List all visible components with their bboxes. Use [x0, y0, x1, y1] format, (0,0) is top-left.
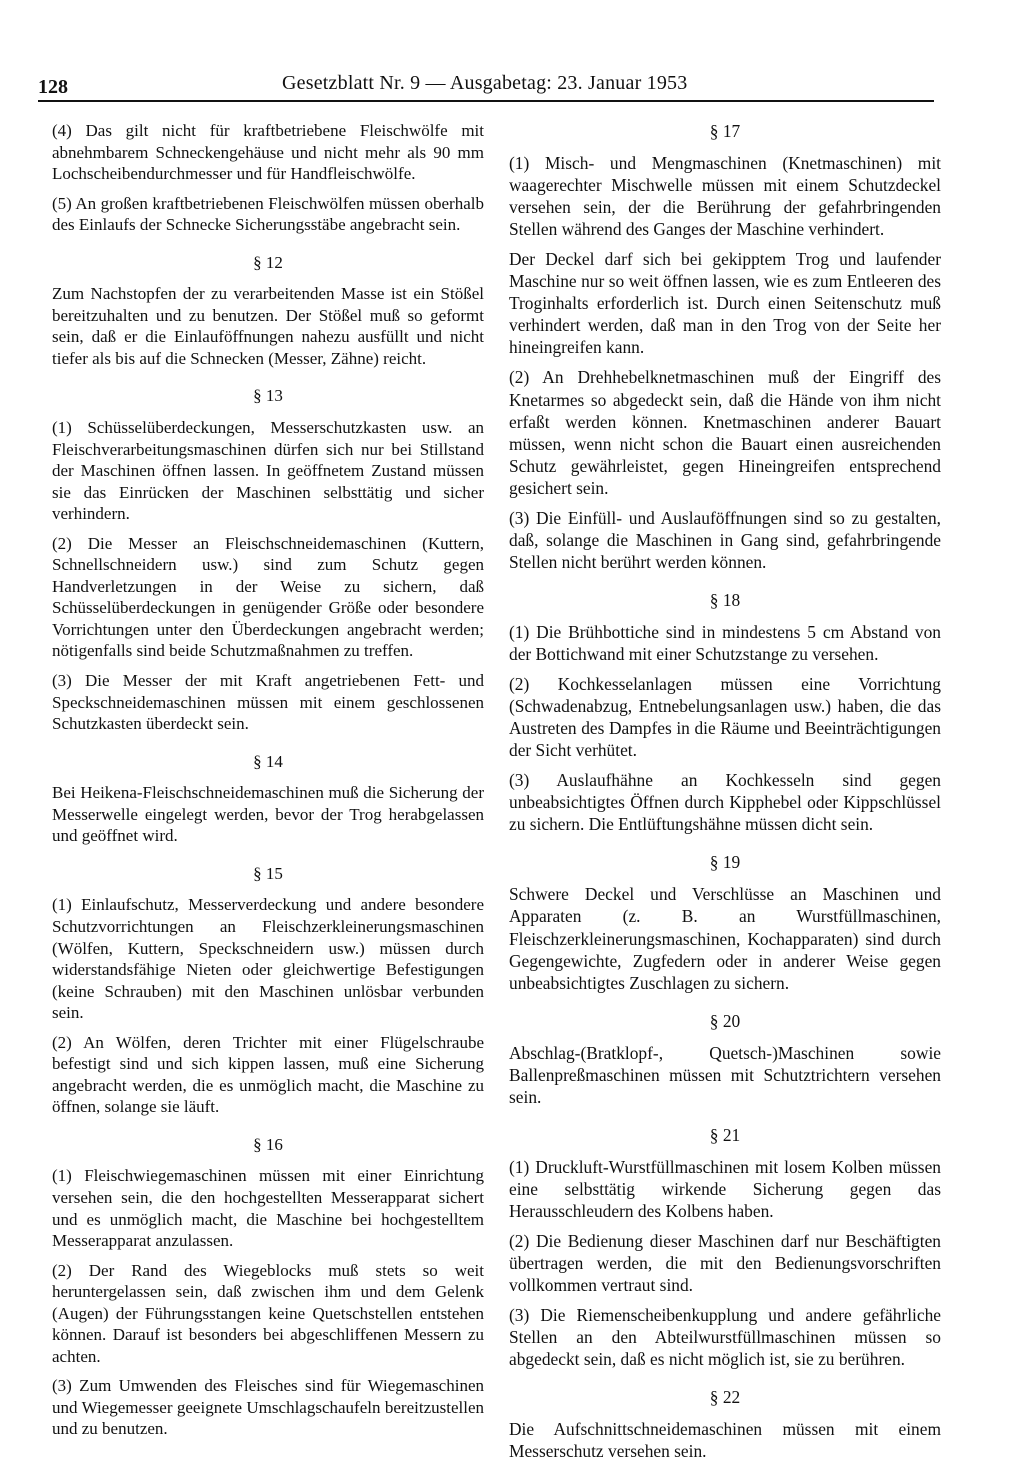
paragraph: (2) Kochkesselanlagen müssen eine Vorrichtung (Schwadenabzug, Entnebelungsanlagen usw.) haben, die das Austreten des Dampfes in die Räume und Beeinträchtigungen der Sicht verhütet.	[509, 674, 941, 761]
paragraph: (2) An Wölfen, deren Trichter mit einer Flügelschraube befestigt sind und sich kippen lassen, muß eine Sicherung angebracht werden, die es unmöglich macht, die Maschine zu öffnen, solange sie läuft.	[52, 1032, 484, 1117]
running-title: Gesetzblatt Nr. 9 — Ausgabetag: 23. Januar 1953	[282, 72, 688, 94]
paragraph: (1) Misch- und Mengmaschinen (Knetmaschinen) mit waagerechter Mischwelle müssen mit einem Schutzdeckel versehen sein, der die Berührung der gefahrbringenden Stellen während des Ganges der Maschine verhindert.	[509, 153, 941, 240]
paragraph: (2) An Drehhebelknetmaschinen muß der Eingriff des Knetarmes so abgedeckt sein, daß die Hände von ihm nicht erfaßt werden können. Knetmaschinen anderer Bauart müssen, wenn nicht schon die Bauart einen ausreichenden Schutz gewährleistet, gegen Hineingreifen entsprechend gesichert sein.	[509, 367, 941, 498]
section-heading: § 20	[709, 1010, 741, 1031]
page-number: 128	[38, 76, 68, 98]
section-heading: § 13	[253, 386, 283, 406]
right-column	[509, 120, 941, 1470]
paragraph: (1) Einlaufschutz, Messerverdeckung und andere besondere Schutzvorrichtungen an Fleischzerkleinerungsmaschinen (Wölfen, Kuttern, Speckschneidern usw.) müssen durch widerstandsfähige Nieten oder gleichwertige Befestigungen (keine Schrauben) mit den Maschinen unlösbar verbunden sein.	[52, 895, 484, 1023]
paragraph: (3) Die Riemenscheibenkupplung und andere gefährliche Stellen an den Abteilwurstfüllmaschinen müssen so abgedeckt sein, daß es nicht möglich ist, sie zu berühren.	[509, 1305, 941, 1370]
paragraph: (1) Schüsselüberdeckungen, Messerschutzkasten usw. an Fleischverarbeitungsmaschinen dürfen sich nur bei Stillstand der Maschinen öffnen lassen. In geöffnetem Zustand müssen sie das Einrücken der Maschinen selbsttätig und sicher verhindern.	[52, 418, 484, 524]
paragraph: (3) Auslaufhähne an Kochkesseln sind gegen unbeabsichtigtes Öffnen durch Kipphebel oder Kippschlüssel zu sichern. Die Entlüftungshähne müssen dicht sein.	[509, 770, 941, 835]
paragraph: Zum Nachstopfen der zu verarbeitenden Masse ist ein Stößel bereitzuhalten und zu benutzen. Der Stößel muß so geformt sein, daß er die Einlauföffnungen nahezu ausfüllt und nicht tiefer als bis auf die Schnecken (Messer, Zähne) reicht.	[52, 284, 484, 368]
paragraph: Der Deckel darf sich bei gekipptem Trog und laufender Maschine nur so weit öffnen lassen, wie es zum Entleeren des Troginhalts erforderlich ist. Durch einen Seitenschutz muß verhindert werden, daß man in den Trog von der Seite her hineingreifen kann.	[509, 249, 941, 358]
section-heading: § 16	[253, 1134, 283, 1154]
paragraph: (3) Die Einfüll- und Auslauföffnungen sind so zu gestalten, daß, solange die Maschinen in Gang sind, gefahrbringende Stellen nicht berührt werden können.	[509, 507, 941, 572]
section-heading: § 14	[253, 751, 283, 771]
paragraph: (2) Der Rand des Wiegeblocks muß stets so weit heruntergelassen sein, daß zwischen ihm und dem Gelenk (Augen) der Führungsstangen keine Quetschstellen entstehen können. Darauf ist besonders bei abgeschliffenen Messern zu achten.	[52, 1260, 484, 1366]
section-heading: § 18	[709, 589, 741, 610]
paragraph: (1) Die Brühbottiche sind in mindestens 5 cm Abstand von der Bottichwand mit einer Schutzstange zu versehen.	[509, 621, 941, 664]
paragraph: Bei Heikena-Fleischschneidemaschinen muß die Sicherung der Messerwelle eingelegt werden, bevor der Trog herabgelassen und geöffnet wird.	[52, 783, 484, 846]
paragraph: (3) Die Messer der mit Kraft angetriebenen Fett- und Speckschneidemaschinen müssen mit einem geschlossenen Schutzkasten überdeckt sein.	[52, 671, 484, 734]
section-heading: § 15	[253, 863, 283, 883]
section-heading: § 21	[709, 1124, 741, 1145]
paragraph: (5) An großen kraftbetriebenen Fleischwölfen müssen oberhalb des Einlaufs der Schnecke Sicherungsstäbe angebracht sein.	[52, 193, 484, 235]
paragraph: Abschlag-(Bratklopf-, Quetsch-)Maschinen sowie Ballenpreßmaschinen müssen mit Schutztrichtern versehen sein.	[509, 1042, 941, 1107]
paragraph: (4) Das gilt nicht für kraftbetriebene Fleischwölfe mit abnehmbarem Schneckengehäuse und nicht mehr als 90 mm Lochscheibendurchmesser und für Handfleischwölfe.	[52, 121, 484, 184]
paragraph: (3) Zum Umwenden des Fleisches sind für Wiegemaschinen und Wiegemesser geeignete Umschlagschaufeln bereitzustellen und zu benutzen.	[52, 1376, 484, 1439]
paragraph: (2) Die Bedienung dieser Maschinen darf nur Beschäftigten übertragen werden, die mit den Bedienungsvorschriften vollkommen vertraut sind.	[509, 1231, 941, 1296]
section-heading: § 22	[709, 1387, 741, 1408]
left-column	[52, 120, 484, 1448]
section-heading: § 12	[253, 252, 283, 272]
page-header	[38, 70, 934, 102]
paragraph: (1) Fleischwiegemaschinen müssen mit einer Einrichtung versehen sein, die den hochgestellten Messerapparat sichert und es unmöglich macht, die Maschine bei hochgestelltem Messerapparat anzulassen.	[52, 1166, 484, 1251]
paragraph: Die Aufschnittschneidemaschinen müssen mit einem Messerschutz versehen sein.	[509, 1419, 941, 1462]
section-heading: § 17	[709, 121, 741, 141]
paragraph: (1) Druckluft-Wurstfüllmaschinen mit losem Kolben müssen eine selbsttätig wirkende Sicherung gegen das Herausschleudern des Kolbens haben.	[509, 1156, 941, 1221]
paragraph: (2) Die Messer an Fleischschneidemaschinen (Kuttern, Schnellschneidern usw.) sind zum Schutz gegen Handverletzungen in der Weise zu sichern, daß Schüsselüberdeckungen in genügender Größe oder besondere Vorrichtungen unter den Überdeckungen angebracht werden; nötigenfalls sind beide Schutzmaßnahmen zu treffen.	[52, 533, 484, 661]
paragraph: Schwere Deckel und Verschlüsse an Maschinen und Apparaten (z. B. an Wurstfüllmaschinen, Fleischzerkleinerungsmaschinen, Kochapparaten) sind durch Gegengewichte, Zugfedern oder in anderer Weise gegen unbeabsichtigtes Zuschlagen zu sichern.	[509, 884, 941, 993]
section-heading: § 19	[709, 852, 741, 873]
